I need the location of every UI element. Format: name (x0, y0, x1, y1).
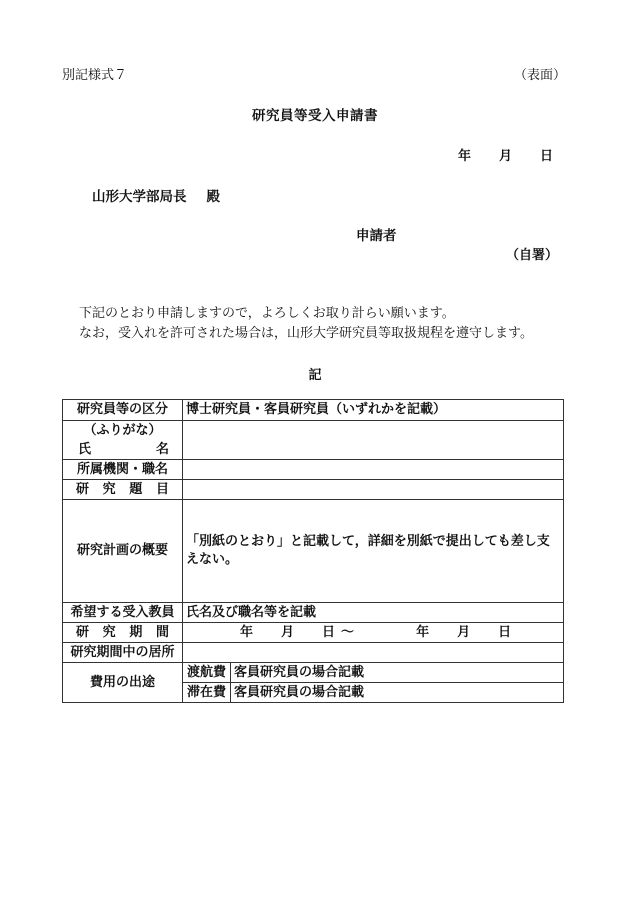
period-label-char: 研 (76, 624, 90, 640)
date-month: 月 (499, 149, 513, 164)
name-label (66, 440, 179, 459)
ki-heading: 記 (308, 368, 322, 383)
row-plan (63, 500, 564, 603)
stay-value[interactable]: 客員研究員の場合記載 (231, 683, 564, 703)
row-expense-travel (63, 663, 564, 683)
period-label-char: 間 (155, 624, 169, 640)
furigana-label: （ふりがな） (83, 423, 162, 438)
affiliation-value[interactable] (183, 460, 564, 480)
applicant-label: 申請者 (356, 228, 397, 244)
row-name (63, 421, 564, 460)
category-value[interactable]: 博士研究員・客員研究員（いずれかを記載） (183, 400, 564, 421)
category-label: 研究員等の区分 (63, 400, 183, 421)
host-value[interactable]: 氏名及び職名等を記載 (183, 603, 564, 623)
side-label: （表面） (514, 68, 567, 83)
period-label-char: 究 (102, 624, 116, 640)
row-host (63, 603, 564, 623)
period-day-start: 日 (322, 624, 336, 640)
period-label (63, 623, 183, 643)
topic-label (63, 480, 183, 500)
addressee-honorific: 殿 (206, 189, 220, 205)
topic-label-char: 研 (76, 481, 90, 497)
plan-value[interactable]: 「別紙のとおり」と記載して，詳細を別紙で提出しても差し支えない。 (183, 500, 564, 603)
stay-label: 滞在費 (183, 683, 231, 703)
topic-value[interactable] (183, 480, 564, 500)
period-year-start: 年 (240, 624, 254, 640)
period-tilde: ～ (341, 624, 355, 640)
application-table (62, 399, 564, 703)
page-title: 研究員等受入申請書 (252, 108, 378, 124)
name-label-cell (63, 421, 183, 460)
name-value[interactable] (183, 421, 564, 460)
period-month-end: 月 (457, 624, 471, 640)
date-day: 日 (540, 149, 554, 164)
host-label: 希望する受入教員 (63, 603, 183, 623)
row-period (63, 623, 564, 643)
plan-label: 研究計画の概要 (63, 500, 183, 603)
form-number: 別記様式７ (62, 68, 128, 83)
travel-label: 渡航費 (183, 663, 231, 683)
row-residence (63, 643, 564, 663)
name-label-first: 氏 (78, 442, 92, 457)
topic-label-char: 目 (155, 481, 169, 497)
date-line (458, 145, 553, 164)
signature-label: （自署） (506, 248, 559, 263)
body-text-line-1: 下記のとおり申請しますので，よろしくお取り計らい願います。 (79, 306, 455, 321)
period-label-char: 期 (129, 624, 143, 640)
travel-value[interactable]: 客員研究員の場合記載 (231, 663, 564, 683)
addressee (92, 185, 220, 205)
period-day-end: 日 (498, 624, 512, 640)
period-value[interactable] (183, 623, 564, 643)
row-category (63, 400, 564, 421)
row-topic (63, 480, 564, 500)
body-text-line-2: なお，受入れを許可された場合は，山形大学研究員等取扱規程を遵守します。 (79, 326, 533, 341)
period-year-end: 年 (416, 624, 430, 640)
affiliation-label: 所属機関・職名 (63, 460, 183, 480)
date-year: 年 (458, 149, 472, 164)
period-month-start: 月 (281, 624, 295, 640)
addressee-name: 山形大学部局長 (92, 189, 187, 205)
name-label-second: 名 (155, 442, 169, 457)
topic-label-char: 題 (129, 481, 143, 497)
residence-label: 研究期間中の居所 (63, 643, 183, 663)
residence-value[interactable] (183, 643, 564, 663)
row-affiliation (63, 460, 564, 480)
topic-label-char: 究 (102, 481, 116, 497)
expense-label: 費用の出途 (63, 663, 183, 703)
